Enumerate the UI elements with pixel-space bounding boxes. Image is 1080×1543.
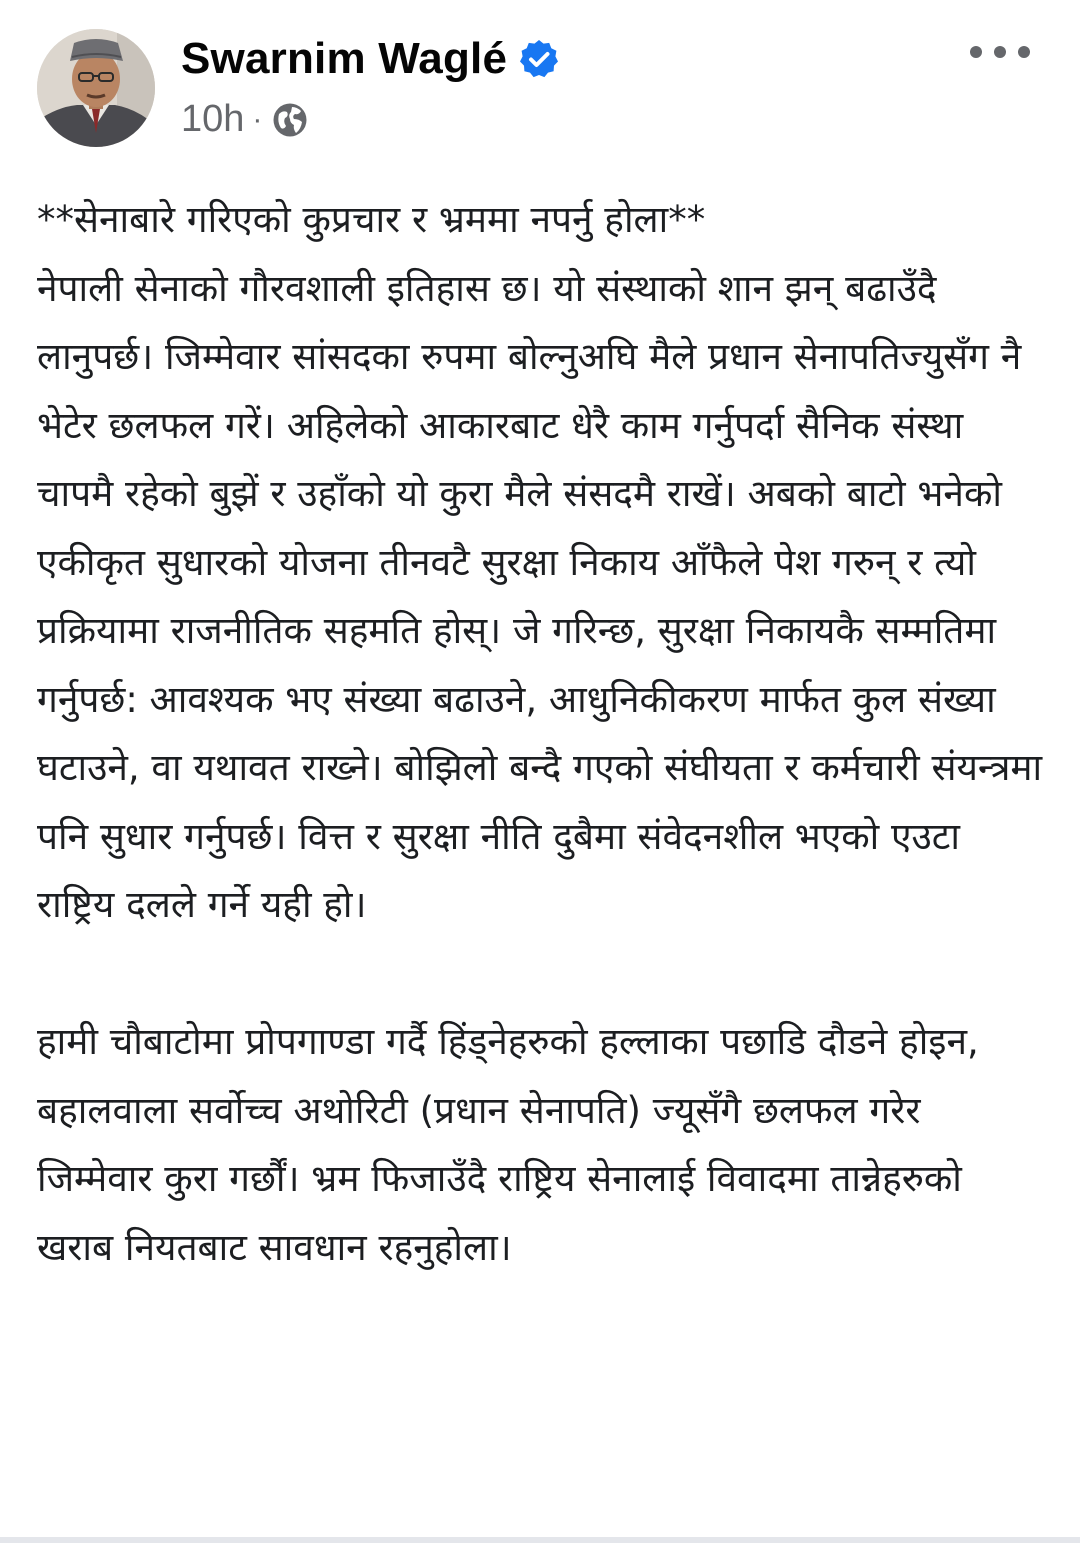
more-dot <box>1018 46 1030 58</box>
post-paragraph: नेपाली सेनाको गौरवशाली इतिहास छ। यो संस्थाको शान झन् बढाउँदै लानुपर्छ। जिम्मेवार सांसदका रुपमा बोल्नुअघि मैले प्रधान सेनापतिज्युसँग नै भेटेर छलफल गरें। अहिलेको आकारबाट धेरै काम गर्नुपर्दा सैनिक संस्था चापमै रहेको बुझें र उहाँको यो कुरा मैले संसदमै राखें। अबको बाटो भनेको एकीकृत सुधारको योजना तीनवटै सुरक्षा निकाय आँफैले पेश गरुन् र त्यो प्रक्रियामा राजनीतिक सहमति होस्। जे गरिन्छ, सुरक्षा निकायकै सम्मतिमा गर्नुपर्छ: आवश्यक भए संख्या बढाउने, आधुनिकीकरण मार्फत कुल संख्या घटाउने, वा यथावत राख्ने। बोझिलो बन्दै गएको संघीयता र कर्मचारी संयन्त्रमा पनि सुधार गर्नुपर्छ। वित्त र सुरक्षा नीति दुबैमा संवेदनशील भएको एउटा राष्ट्रिय दलले गर्ने यही हो। <box>37 266 1043 926</box>
more-dot <box>970 46 982 58</box>
author-block <box>181 32 559 86</box>
post-divider <box>0 1537 1080 1543</box>
verified-badge-icon <box>519 39 559 79</box>
more-options-icon[interactable] <box>970 36 1030 68</box>
post-header <box>0 0 1080 170</box>
post-heading: **सेनाबारे गरिएको कुप्रचार र भ्रममा नपर्नु होला** <box>37 198 706 241</box>
author-avatar[interactable] <box>37 29 155 147</box>
post-body <box>37 186 1047 1282</box>
post-timestamp[interactable]: 10h <box>181 98 245 140</box>
more-dot <box>994 46 1006 58</box>
meta-separator: · <box>252 102 263 136</box>
author-name[interactable]: Swarnim Waglé <box>181 34 508 83</box>
post-meta <box>181 98 308 141</box>
paragraph-gap <box>37 940 1047 1009</box>
post-paragraph: हामी चौबाटोमा प्रोपगाण्डा गर्दै हिंड्नेहरुको हल्लाका पछाडि दौडने होइन, बहालवाला सर्वोच्च अथोरिटी (प्रधान सेनापति) ज्यूसँगै छलफल गरेर जिम्मेवार कुरा गर्छौं। भ्रम फिजाउँदै राष्ट्रिय सेनालाई विवादमा तान्नेहरुको खराब नियतबाट सावधान रहनुहोला। <box>37 1020 979 1269</box>
avatar-image <box>37 29 155 147</box>
globe-icon[interactable] <box>272 102 308 138</box>
